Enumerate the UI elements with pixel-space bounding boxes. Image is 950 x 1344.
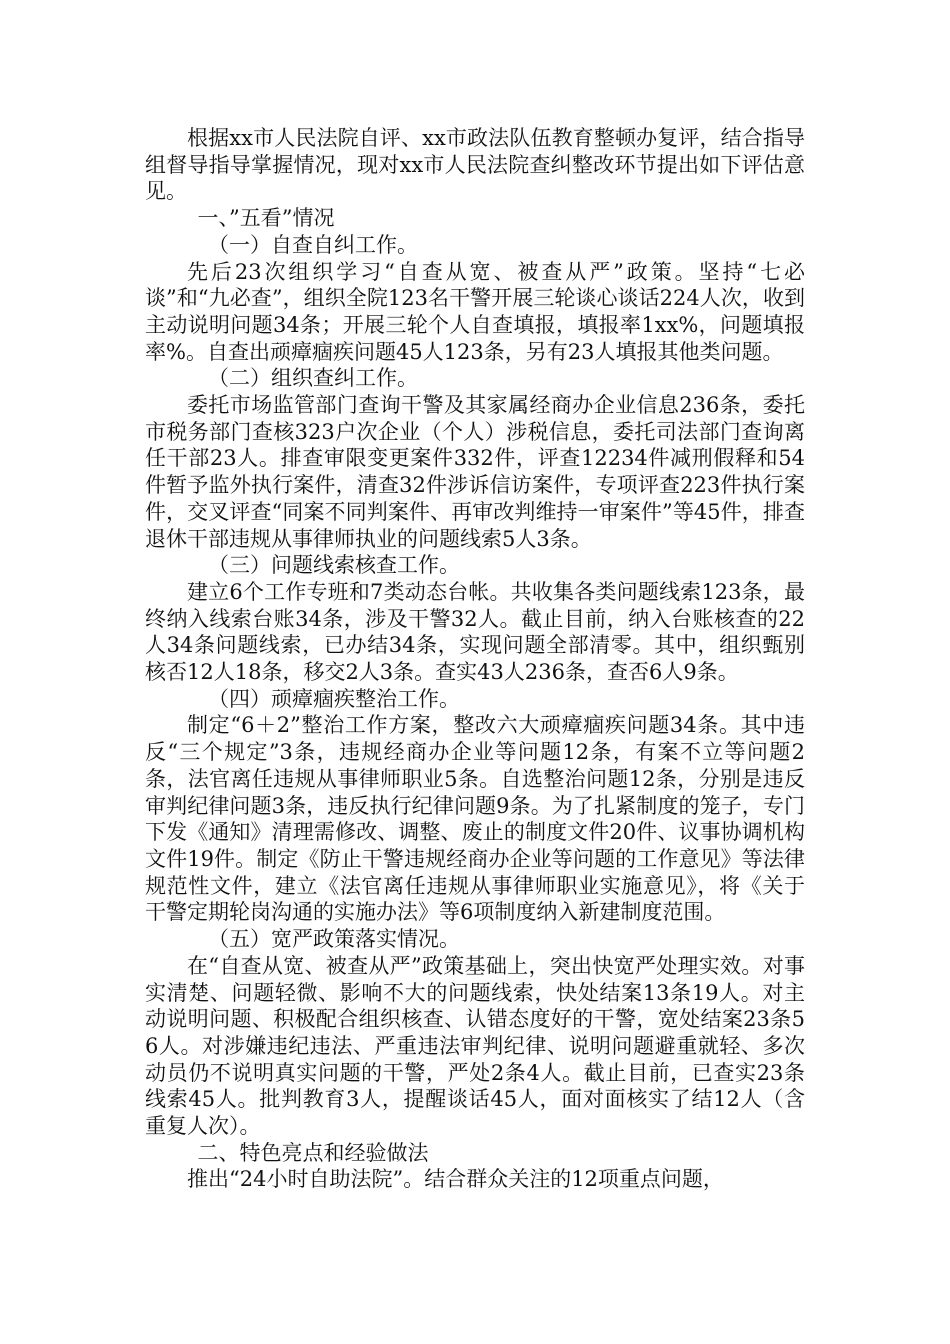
paragraph-organized-check: 委托市场监管部门查询干警及其家属经商办企业信息236条，委托市税务部门查核323户次企业（个人）涉税信息，委托司法部门查询离任干部23人。排查审限变更案件332件，评查12234件减刑假释和54件暂予监外执行案件，清查32件涉诉信访案件，专项评查223件执行案件，交叉评查“同案不同判案件、再审改判维持一审案件”等45件，排查退休干部违规从事律师执业的问题线索5人3条。 [145,393,805,551]
subheading-self-check: （一）自查自纠工作。 [208,232,418,257]
section-heading-highlights: 二、特色亮点和经验做法 [197,1140,429,1165]
paragraph-rectification: 制定“6＋2”整治工作方案，整改六大顽瘴痼疾问题34条。其中违反“三个规定”3条，违规经商办企业等问题12条，有案不立等问题2条，法官离任违规从事律师职业5条。自选整治问题12条，分别是违反审判纪律问题3条，违反执行纪律问题9条。为了扎紧制度的笼子，专门下发《通知》清理需修改、调整、废止的制度文件20件、议事协调机构文件19件。制定《防止干警违规经商办企业等问题的工作意见》等法律规范性文件，建立《法官离任违规从事律师职业实施意见》，将《关于干警定期轮岗沟通的实施办法》等6项制度纳入新建制度范围。 [145,713,805,925]
document-body [145,125,805,1193]
paragraph-clue-verification: 建立6个工作专班和7类动态台帐。共收集各类问题线索123条，最终纳入线索台账34条，涉及干警32人。截止目前，纳入台账核查的22人34条问题线索，已办结34条，实现问题全部清零。其中，组织甄别核否12人18条，移交2人3条。查实43人236条，查否6人9条。 [145,579,805,685]
paragraph-self-check: 先后23次组织学习“自查从宽、被查从严”政策。坚持“七必谈”和“九必查”，组织全院123名干警开展三轮谈心谈话224人次，收到主动说明问题34条；开展三轮个人自查填报，填报率1xx%，问题填报率%。自查出顽瘴痼疾问题45人123条，另有23人填报其他类问题。 [145,259,805,364]
subheading-policy-implementation: （五）宽严政策落实情况。 [208,927,460,952]
section-heading-five-looks: 一、”五看”情况 [197,206,335,231]
intro-paragraph: 根据xx市人民法院自评、xx市政法队伍教育整顿办复评，结合指导组督导指导掌握情况，现对xx市人民法院查纠整改环节提出如下评估意见。 [145,126,805,204]
paragraph-policy-implementation: 在“自查从宽、被查从严”政策基础上，突出快宽严处理实效。对事实清楚、问题轻微、影响不大的问题线索，快处结案13条19人。对主动说明问题、积极配合组织核查、认错态度好的干警，宽处结案23条56人。对涉嫌违纪违法、严重违法审判纪律、说明问题避重就轻、多次动员仍不说明真实问题的干警，严处2条4人。截止目前，已查实23条线索45人。批判教育3人，提醒谈话45人，面对面核实了结12人（含重复人次）。 [145,953,805,1139]
subheading-rectification: （四）顽瘴痼疾整治工作。 [208,686,460,711]
subheading-organized-check: （二）组织查纠工作。 [208,366,418,391]
paragraph-highlights: 推出“24小时自助法院”。结合群众关注的12项重点问题， [187,1167,724,1192]
subheading-clue-verification: （三）问题线索核查工作。 [208,553,460,578]
